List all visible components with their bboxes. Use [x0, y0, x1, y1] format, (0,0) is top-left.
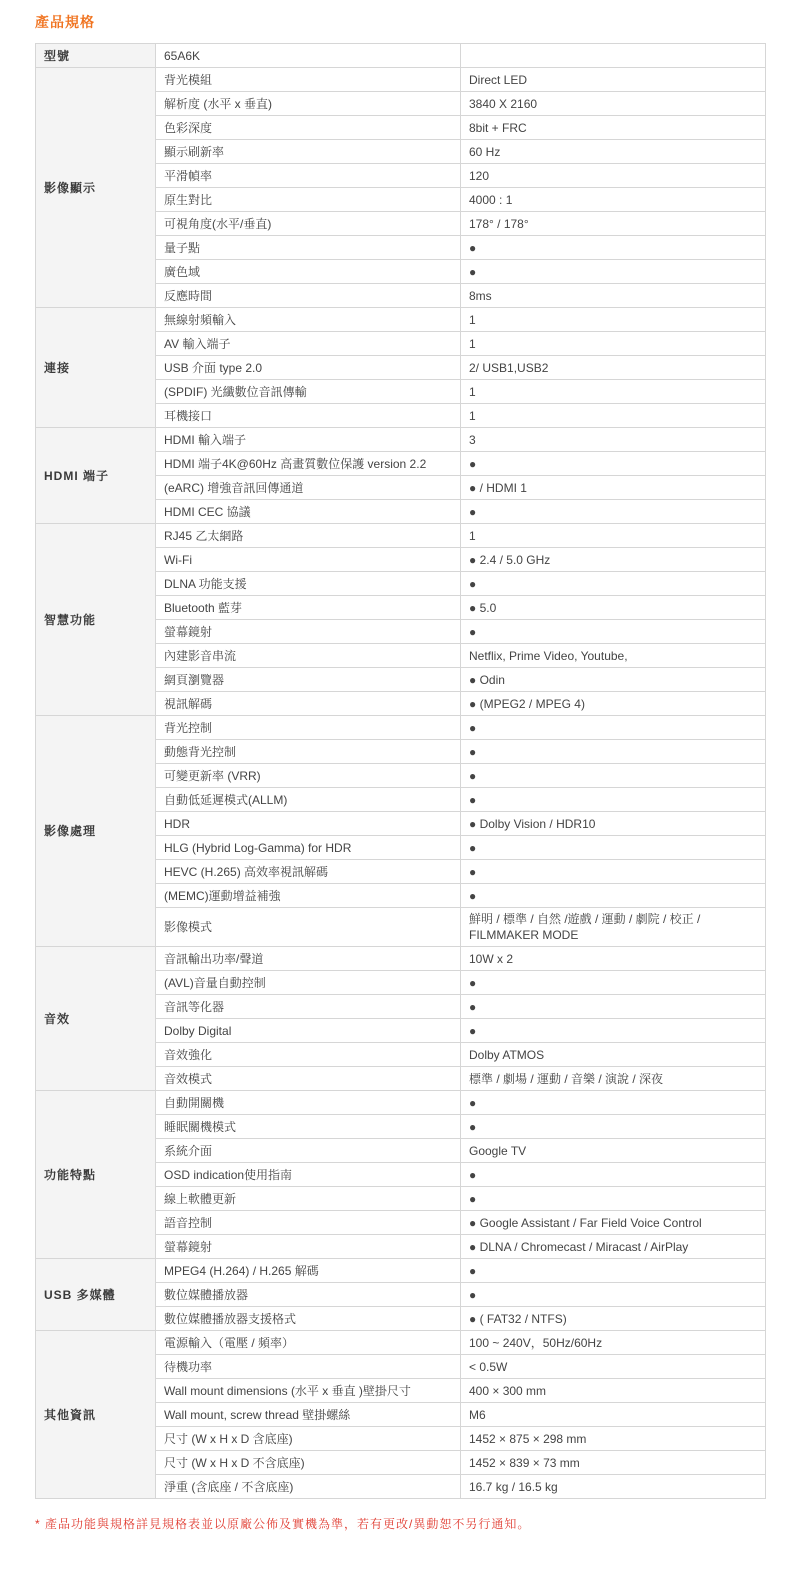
spec-label: 可變更新率 (VRR)	[156, 764, 461, 788]
spec-label: OSD indication使用指南	[156, 1163, 461, 1187]
spec-label: 平滑幀率	[156, 164, 461, 188]
spec-label: 動態背光控制	[156, 740, 461, 764]
spec-label: 音效模式	[156, 1067, 461, 1091]
spec-label: 數位媒體播放器	[156, 1283, 461, 1307]
spec-label: 自動低延遲模式(ALLM)	[156, 788, 461, 812]
spec-label: RJ45 乙太網路	[156, 524, 461, 548]
spec-label: 音訊等化器	[156, 995, 461, 1019]
spec-value: 8bit + FRC	[461, 116, 766, 140]
spec-value: ●	[461, 236, 766, 260]
spec-value: 標準 / 劇場 / 運動 / 音樂 / 演說 / 深夜	[461, 1067, 766, 1091]
table-row	[36, 44, 766, 68]
spec-label: 尺寸 (W x H x D 不含底座)	[156, 1451, 461, 1475]
spec-label: Wall mount dimensions (水平 x 垂直 )壁掛尺寸	[156, 1379, 461, 1403]
spec-value: ●	[461, 1259, 766, 1283]
table-row	[36, 1331, 766, 1355]
spec-label: 音效強化	[156, 1043, 461, 1067]
spec-value: 3840 X 2160	[461, 92, 766, 116]
spec-label: 數位媒體播放器支援格式	[156, 1307, 461, 1331]
spec-value: ● Odin	[461, 668, 766, 692]
spec-value: 1	[461, 308, 766, 332]
spec-value: ●	[461, 1283, 766, 1307]
table-row	[36, 308, 766, 332]
spec-label: 線上軟體更新	[156, 1187, 461, 1211]
spec-value: ● 2.4 / 5.0 GHz	[461, 548, 766, 572]
page-title: 產品規格	[35, 14, 95, 30]
spec-table	[35, 43, 766, 1499]
spec-value: 1	[461, 380, 766, 404]
spec-label: Wall mount, screw thread 壁掛螺絲	[156, 1403, 461, 1427]
spec-label: 自動開關機	[156, 1091, 461, 1115]
spec-value: ●	[461, 1019, 766, 1043]
spec-label: 尺寸 (W x H x D 含底座)	[156, 1427, 461, 1451]
spec-value: ●	[461, 995, 766, 1019]
spec-value: ● (MPEG2 / MPEG 4)	[461, 692, 766, 716]
spec-label: 視訊解碼	[156, 692, 461, 716]
spec-value: ●	[461, 1115, 766, 1139]
spec-value: 2/ USB1,USB2	[461, 356, 766, 380]
spec-value: 60 Hz	[461, 140, 766, 164]
spec-label: AV 輸入端子	[156, 332, 461, 356]
spec-value: < 0.5W	[461, 1355, 766, 1379]
spec-value: ●	[461, 836, 766, 860]
spec-label: Wi-Fi	[156, 548, 461, 572]
spec-label: 網頁瀏覽器	[156, 668, 461, 692]
spec-label: (AVL)音量自動控制	[156, 971, 461, 995]
spec-label: DLNA 功能支援	[156, 572, 461, 596]
spec-label: 廣色域	[156, 260, 461, 284]
spec-label: 螢幕鏡射	[156, 620, 461, 644]
category-cell: 連接	[36, 308, 156, 428]
spec-value: 1	[461, 524, 766, 548]
spec-value: ● / HDMI 1	[461, 476, 766, 500]
spec-value: 178° / 178°	[461, 212, 766, 236]
spec-label: 睡眠關機模式	[156, 1115, 461, 1139]
spec-label: (MEMC)運動增益補強	[156, 884, 461, 908]
spec-label: USB 介面 type 2.0	[156, 356, 461, 380]
spec-value: 100 ~ 240V，50Hz/60Hz	[461, 1331, 766, 1355]
spec-label: 背光模組	[156, 68, 461, 92]
spec-value: ●	[461, 971, 766, 995]
spec-value: 1	[461, 332, 766, 356]
spec-value: 16.7 kg / 16.5 kg	[461, 1475, 766, 1499]
spec-label: HEVC (H.265) 高效率視訊解碼	[156, 860, 461, 884]
spec-value: ●	[461, 260, 766, 284]
table-row	[36, 524, 766, 548]
spec-value: ●	[461, 716, 766, 740]
spec-label: 反應時間	[156, 284, 461, 308]
spec-value: 8ms	[461, 284, 766, 308]
spec-label: 量子點	[156, 236, 461, 260]
spec-value: 10W x 2	[461, 947, 766, 971]
spec-value: ● 5.0	[461, 596, 766, 620]
spec-disclaimer: * 產品功能與規格詳見規格表並以原廠公佈及實機為準，若有更改/異動恕不另行通知。	[35, 1517, 531, 1531]
spec-value: ●	[461, 1163, 766, 1187]
category-cell: 智慧功能	[36, 524, 156, 716]
category-cell: 音效	[36, 947, 156, 1091]
spec-value: 1	[461, 404, 766, 428]
table-row	[36, 68, 766, 92]
spec-label: 65A6K	[156, 44, 461, 68]
spec-value: ● ( FAT32 / NTFS)	[461, 1307, 766, 1331]
spec-label: 可視角度(水平/垂直)	[156, 212, 461, 236]
spec-value: ●	[461, 884, 766, 908]
spec-label: 系統介面	[156, 1139, 461, 1163]
spec-label: 耳機接口	[156, 404, 461, 428]
spec-value: ●	[461, 788, 766, 812]
spec-value: 1452 × 839 × 73 mm	[461, 1451, 766, 1475]
spec-label: 螢幕鏡射	[156, 1235, 461, 1259]
category-cell: 其他資訊	[36, 1331, 156, 1499]
category-cell: USB 多媒體	[36, 1259, 156, 1331]
spec-value: ● Google Assistant / Far Field Voice Control	[461, 1211, 766, 1235]
spec-table-body	[36, 44, 766, 1499]
spec-label: HDR	[156, 812, 461, 836]
spec-label: HLG (Hybrid Log-Gamma) for HDR	[156, 836, 461, 860]
spec-label: 內建影音串流	[156, 644, 461, 668]
category-cell: 影像顯示	[36, 68, 156, 308]
spec-value: Dolby ATMOS	[461, 1043, 766, 1067]
spec-label: Bluetooth 藍芽	[156, 596, 461, 620]
spec-label: 原生對比	[156, 188, 461, 212]
spec-label: HDMI CEC 協議	[156, 500, 461, 524]
spec-value: ● DLNA / Chromecast / Miracast / AirPlay	[461, 1235, 766, 1259]
spec-value: Netflix, Prime Video, Youtube,	[461, 644, 766, 668]
spec-value: ●	[461, 500, 766, 524]
spec-label: HDMI 輸入端子	[156, 428, 461, 452]
spec-value: Direct LED	[461, 68, 766, 92]
spec-label: 電源輸入（電壓 / 頻率）	[156, 1331, 461, 1355]
spec-label: 色彩深度	[156, 116, 461, 140]
spec-label: MPEG4 (H.264) / H.265 解碼	[156, 1259, 461, 1283]
table-row	[36, 947, 766, 971]
spec-value: 120	[461, 164, 766, 188]
spec-label: 音訊輸出功率/聲道	[156, 947, 461, 971]
spec-label: 語音控制	[156, 1211, 461, 1235]
spec-label: 背光控制	[156, 716, 461, 740]
spec-value: 鮮明 / 標準 / 自然 /遊戲 / 運動 / 劇院 / 校正 / FILMMAKER MODE	[461, 908, 766, 947]
spec-value: 3	[461, 428, 766, 452]
table-row	[36, 428, 766, 452]
category-cell: 功能特點	[36, 1091, 156, 1259]
table-row	[36, 1259, 766, 1283]
spec-label: 無線射頻輸入	[156, 308, 461, 332]
spec-value: ●	[461, 860, 766, 884]
spec-label: 顯示刷新率	[156, 140, 461, 164]
spec-value: 4000 : 1	[461, 188, 766, 212]
spec-value: ●	[461, 452, 766, 476]
spec-label: HDMI 端子4K@60Hz 高畫質數位保護 version 2.2	[156, 452, 461, 476]
spec-label: (SPDIF) 光纖數位音訊傳輸	[156, 380, 461, 404]
spec-value: Google TV	[461, 1139, 766, 1163]
spec-value: ●	[461, 764, 766, 788]
spec-value: ● Dolby Vision / HDR10	[461, 812, 766, 836]
spec-value: ●	[461, 572, 766, 596]
spec-label: 待機功率	[156, 1355, 461, 1379]
spec-value: ●	[461, 1187, 766, 1211]
spec-value	[461, 44, 766, 68]
category-cell: 影像處理	[36, 716, 156, 947]
spec-value: ●	[461, 740, 766, 764]
spec-value: ●	[461, 1091, 766, 1115]
spec-value: 1452 × 875 × 298 mm	[461, 1427, 766, 1451]
spec-value: 400 × 300 mm	[461, 1379, 766, 1403]
table-row	[36, 1091, 766, 1115]
table-row	[36, 716, 766, 740]
spec-label: 影像模式	[156, 908, 461, 947]
spec-label: (eARC) 增強音訊回傳通道	[156, 476, 461, 500]
spec-label: 解析度 (水平 x 垂直)	[156, 92, 461, 116]
spec-label: 淨重 (含底座 / 不含底座)	[156, 1475, 461, 1499]
category-cell: 型號	[36, 44, 156, 68]
spec-value: ●	[461, 620, 766, 644]
spec-label: Dolby Digital	[156, 1019, 461, 1043]
category-cell: HDMI 端子	[36, 428, 156, 524]
spec-value: M6	[461, 1403, 766, 1427]
